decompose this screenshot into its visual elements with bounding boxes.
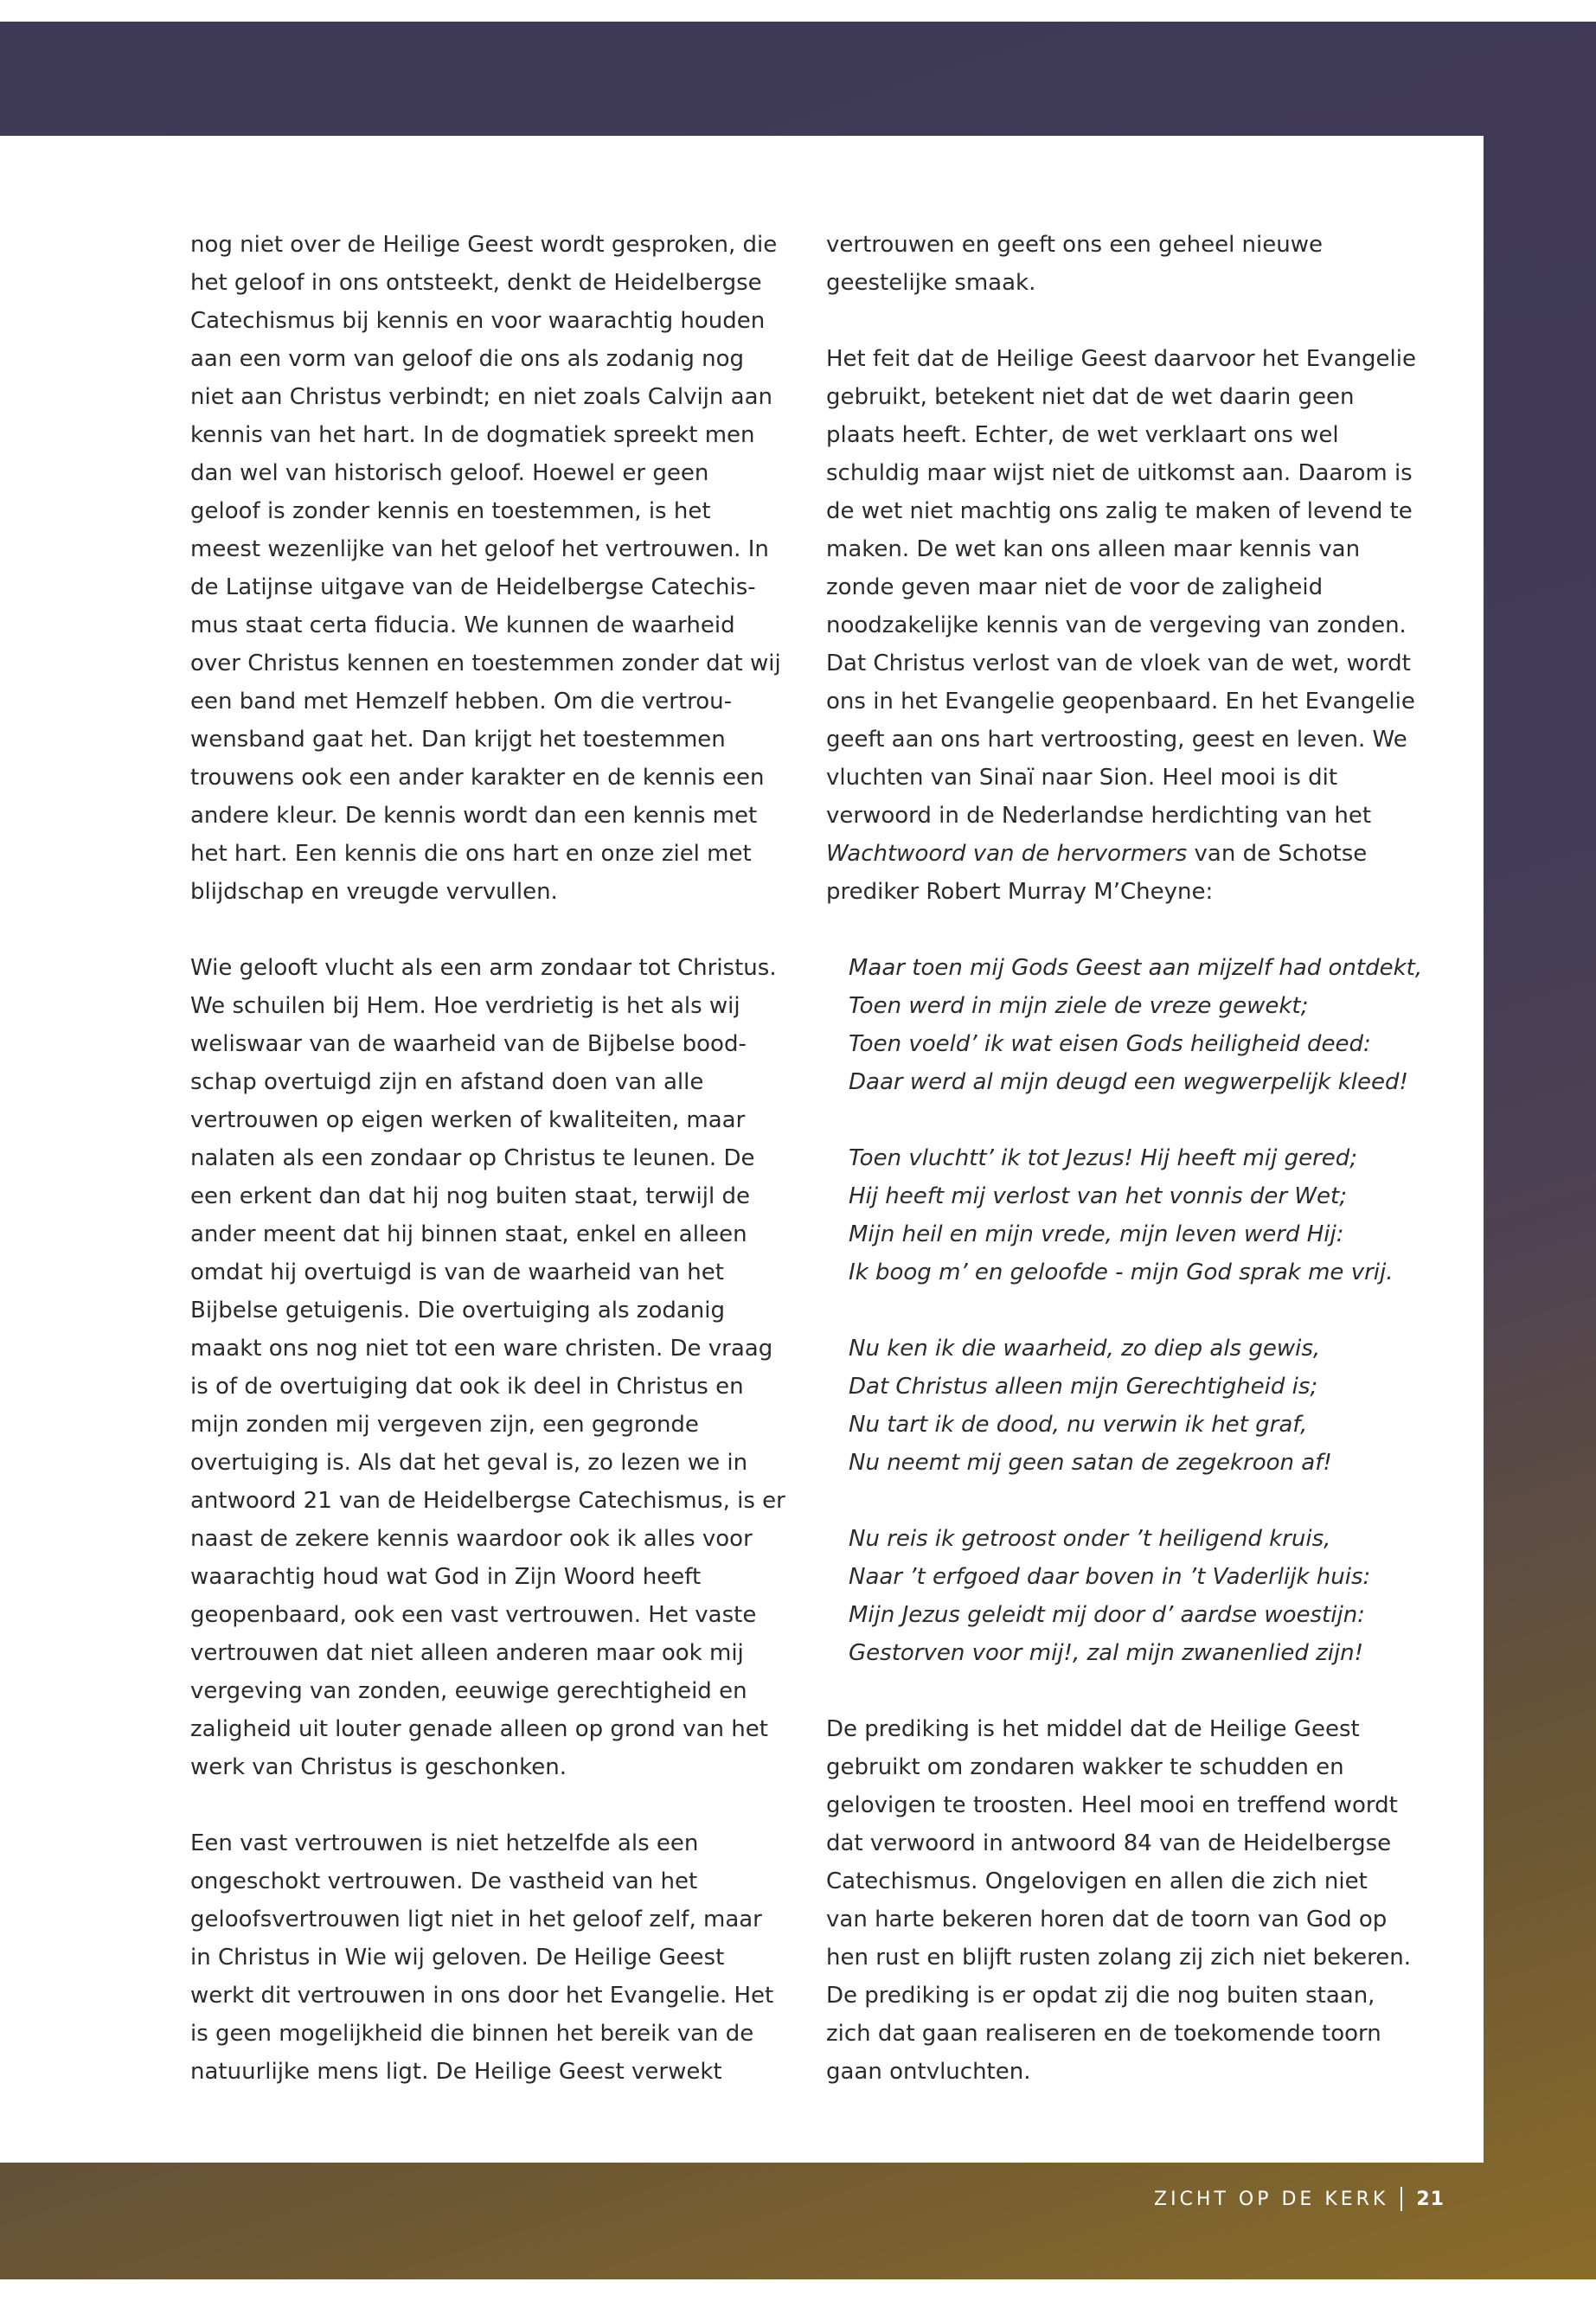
poem-stanza: [849, 1139, 1414, 1292]
text-line: Gestorven voor mij!, zal mijn zwanenlied zijn!: [849, 1640, 1364, 1666]
text-line: [826, 835, 1414, 873]
footer-divider: [1401, 2187, 1402, 2211]
text-line: omdat hij overtuigd is van de waarheid van het: [190, 1259, 724, 1285]
text-line: ander meent dat hij binnen staat, enkel en alleen: [190, 1221, 747, 1247]
text-line: het hart. Een kennis die ons hart en onze ziel met: [190, 841, 752, 867]
text-line: Catechismus. Ongelovigen en allen die zich niet: [826, 1868, 1368, 1894]
text-line: Catechismus bij kennis en voor waarachtig houden: [190, 308, 766, 334]
text-line: ons in het Evangelie geopenbaard. En het Evangelie: [826, 689, 1415, 715]
text-line: gaan ontvluchten.: [826, 2059, 1031, 2085]
text-line: geopenbaard, ook een vast vertrouwen. Het vaste: [190, 1602, 757, 1628]
left-column: [190, 226, 785, 2091]
text-line: Nu neemt mij geen satan de zegekroon af!: [849, 1450, 1332, 1476]
text-line: trouwens ook een ander karakter en de kennis een: [190, 765, 765, 791]
text-line: waarachtig houd wat God in Zijn Woord heeft: [190, 1564, 702, 1590]
text-line: andere kleur. De kennis wordt dan een kennis met: [190, 803, 758, 829]
text-fragment: van de Schotse: [1187, 841, 1368, 867]
text-line: nog niet over de Heilige Geest wordt gesproken, die: [190, 232, 778, 258]
text-line: verwoord in de Nederlandse herdichting van het: [826, 803, 1372, 829]
text-line: werkt dit vertrouwen in ons door het Evangelie. Het: [190, 1983, 774, 2009]
text-line: Nu reis ik getroost onder ’t heiligend kruis,: [849, 1526, 1331, 1552]
text-line: hen rust en blijft rusten zolang zij zich niet bekeren.: [826, 1945, 1411, 1971]
text-line: vluchten van Sinaï naar Sion. Heel mooi is dit: [826, 765, 1338, 791]
text-line: aan een vorm van geloof die ons als zodanig nog: [190, 346, 744, 372]
text-line: dan wel van historisch geloof. Hoewel er geen: [190, 460, 709, 486]
text-line: is of de overtuiging dat ook ik deel in Christus en: [190, 1374, 744, 1400]
text-line: De prediking is het middel dat de Heilige Geest: [826, 1716, 1360, 1742]
text-line: Toen vluchtt’ ik tot Jezus! Hij heeft mij gered;: [849, 1145, 1358, 1171]
text-line: gebruikt om zondaren wakker te schudden en: [826, 1754, 1344, 1780]
text-line: nalaten als een zondaar op Christus te leunen. De: [190, 1145, 755, 1171]
poem-title: Wachtwoord van de hervormers: [826, 841, 1188, 867]
text-line: over Christus kennen en toestemmen zonder dat wij: [190, 651, 781, 676]
text-line: De prediking is er opdat zij die nog buiten staan,: [826, 1983, 1375, 2009]
paragraph: [190, 226, 779, 911]
text-line: wensband gaat het. Dan krijgt het toestemmen: [190, 727, 726, 753]
text-line: dat verwoord in antwoord 84 van de Heidelbergse: [826, 1830, 1392, 1856]
paragraph: [826, 340, 1414, 911]
paragraph: [190, 1824, 779, 2091]
text-line: geestelijke smaak.: [826, 270, 1036, 296]
text-line: geeft aan ons hart vertroosting, geest en leven. We: [826, 727, 1407, 753]
text-line: vertrouwen op eigen werken of kwaliteiten, maar: [190, 1107, 746, 1133]
text-line: gelovigen te troosten. Heel mooi en treffend wordt: [826, 1792, 1398, 1818]
text-line: mijn zonden mij vergeven zijn, een gegronde: [190, 1412, 699, 1438]
text-line: noodzakelijke kennis van de vergeving van zonden.: [826, 612, 1407, 638]
text-line: de Latijnse uitgave van de Heidelbergse Catechis-: [190, 574, 756, 600]
text-line: kennis van het hart. In de dogmatiek spreekt men: [190, 422, 755, 448]
text-line: een erkent dan dat hij nog buiten staat, terwijl de: [190, 1183, 750, 1209]
text-line: een band met Hemzelf hebben. Om die vertrou-: [190, 689, 733, 715]
poem-stanza: [849, 1520, 1414, 1672]
text-line: Mijn Jezus geleidt mij door d’ aardse woestijn:: [849, 1602, 1365, 1628]
text-line: zich dat gaan realiseren en de toekomende toorn: [826, 2021, 1381, 2047]
text-line: mus staat certa fiducia. We kunnen de waarheid: [190, 612, 735, 638]
text-line: geloofsvertrouwen ligt niet in het geloof zelf, maar: [190, 1907, 762, 1932]
paragraph: [826, 226, 1414, 302]
text-line: vertrouwen en geeft ons een geheel nieuwe: [826, 232, 1323, 258]
paragraph: [190, 949, 785, 1786]
text-line: maken. De wet kan ons alleen maar kennis van: [826, 536, 1361, 562]
poem-stanza: [849, 1330, 1414, 1482]
text-line: weliswaar van de waarheid van de Bijbelse bood-: [190, 1031, 747, 1057]
text-line: We schuilen bij Hem. Hoe verdrietig is het als wij: [190, 993, 740, 1019]
text-line: schuldig maar wijst niet de uitkomst aan. Daarom is: [826, 460, 1413, 486]
text-line: niet aan Christus verbindt; en niet zoals Calvijn aan: [190, 384, 772, 410]
text-line: zonde geven maar niet de voor de zaligheid: [826, 574, 1324, 600]
text-line: Hij heeft mij verlost van het vonnis der Wet;: [849, 1183, 1347, 1209]
text-line: Bijbelse getuigenis. Die overtuiging als zodanig: [190, 1298, 726, 1324]
text-line: schap overtuigd zijn en afstand doen van alle: [190, 1069, 704, 1095]
text-line: plaats heeft. Echter, de wet verklaart ons wel: [826, 422, 1339, 448]
text-line: Nu ken ik die waarheid, zo diep als gewis,: [849, 1336, 1321, 1362]
text-line: natuurlijke mens ligt. De Heilige Geest verwekt: [190, 2059, 722, 2085]
text-line: Toen werd in mijn ziele de vreze gewekt;: [849, 993, 1309, 1019]
text-line: Een vast vertrouwen is niet hetzelfde als een: [190, 1830, 699, 1856]
text-line: Nu tart ik de dood, nu verwin ik het graf,: [849, 1412, 1308, 1438]
text-line: antwoord 21 van de Heidelbergse Catechismus, is er: [190, 1488, 785, 1514]
text-line: vertrouwen dat niet alleen anderen maar ook mij: [190, 1640, 744, 1666]
text-line: vergeving van zonden, eeuwige gerechtigheid en: [190, 1678, 747, 1704]
text-line: van harte bekeren horen dat de toorn van God op: [826, 1907, 1388, 1932]
paragraph: [826, 1710, 1414, 2091]
text-line: blijdschap en vreugde vervullen.: [190, 879, 558, 905]
text-line: Dat Christus verlost van de vloek van de wet, wordt: [826, 651, 1411, 676]
page-footer: [1154, 2183, 1445, 2214]
text-line: maakt ons nog niet tot een ware christen. De vraag: [190, 1336, 773, 1362]
text-line: zaligheid uit louter genade alleen op grond van het: [190, 1716, 768, 1742]
text-line: Naar ’t erfgoed daar boven in ’t Vaderlijk huis:: [849, 1564, 1371, 1590]
text-line: in Christus in Wie wij geloven. De Heilige Geest: [190, 1945, 725, 1971]
text-line: Toen voeld’ ik wat eisen Gods heiligheid deed:: [849, 1031, 1371, 1057]
text-line: de wet niet machtig ons zalig te maken of levend te: [826, 498, 1413, 524]
text-line: gebruikt, betekent niet dat de wet daarin geen: [826, 384, 1355, 410]
magazine-name: ZICHT OP DE KERK: [1154, 2188, 1389, 2210]
top-margin: [0, 0, 1596, 22]
text-line: Het feit dat de Heilige Geest daarvoor het Evangelie: [826, 346, 1416, 372]
text-line: ongeschokt vertrouwen. De vastheid van het: [190, 1868, 698, 1894]
text-line: prediker Robert Murray M’Cheyne:: [826, 879, 1214, 905]
text-line: werk van Christus is geschonken.: [190, 1754, 567, 1780]
text-line: Wie gelooft vlucht als een arm zondaar tot Christus.: [190, 955, 777, 981]
text-line: meest wezenlijke van het geloof het vertrouwen. In: [190, 536, 769, 562]
text-line: Dat Christus alleen mijn Gerechtigheid is;: [849, 1374, 1318, 1400]
text-line: Ik boog m’ en geloofde - mijn God sprak me vrij.: [849, 1259, 1394, 1285]
text-line: Mijn heil en mijn vrede, mijn leven werd Hij:: [849, 1221, 1344, 1247]
text-line: naast de zekere kennis waardoor ook ik alles voor: [190, 1526, 753, 1552]
right-column: [826, 226, 1423, 2091]
text-line: geloof is zonder kennis en toestemmen, is het: [190, 498, 711, 524]
text-line: Maar toen mij Gods Geest aan mijzelf had ontdekt,: [849, 955, 1423, 981]
page-number: 21: [1416, 2188, 1445, 2210]
text-line: het geloof in ons ontsteekt, denkt de Heidelbergse: [190, 270, 762, 296]
text-line: is geen mogelijkheid die binnen het bereik van de: [190, 2021, 754, 2047]
text-line: Daar werd al mijn deugd een wegwerpelijk kleed!: [849, 1069, 1408, 1095]
bottom-margin: [0, 2279, 1596, 2301]
poem-stanza: [849, 949, 1423, 1101]
text-page: [0, 136, 1484, 2163]
text-line: overtuiging is. Als dat het geval is, zo lezen we in: [190, 1450, 748, 1476]
